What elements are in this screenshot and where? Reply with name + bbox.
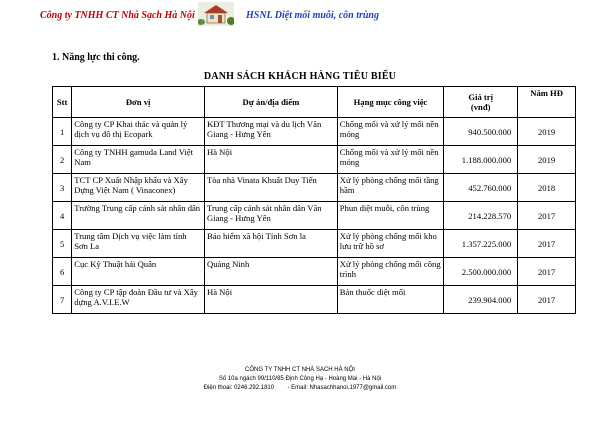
cell-hang-muc: Xử lý phòng chống mối kho lưu trữ hồ sơ	[337, 230, 443, 258]
cell-stt: 5	[53, 230, 72, 258]
cell-du-an: Quảng Ninh	[205, 258, 338, 286]
header-company-name: Công ty TNHH CT Nhà Sạch Hà Nội	[40, 10, 195, 21]
header-nam-hd: Năm HĐ	[518, 87, 576, 118]
cell-hang-muc: Chống mối và xử lý mối nền móng	[337, 146, 443, 174]
cell-nam-hd: 2017	[518, 286, 576, 314]
table-title: DANH SÁCH KHÁCH HÀNG TIÊU BIỂU	[203, 71, 397, 82]
cell-du-an: KĐT Thương mại và du lịch Văn Giang - Hưng Yên	[205, 118, 338, 146]
header-don-vi: Đơn vị	[72, 87, 205, 118]
header-slogan: HSNL Diệt mối muỗi, côn trùng	[246, 10, 379, 21]
page-header	[0, 0, 600, 30]
cell-hang-muc: Xử lý phòng chống mối công trình	[337, 258, 443, 286]
cell-don-vi: Công ty CP Khai thác và quản lý dịch vụ đô thị Ecopark	[72, 118, 205, 146]
cell-stt: 4	[53, 202, 72, 230]
cell-nam-hd: 2019	[518, 146, 576, 174]
cell-du-an: Trung cấp cảnh sát nhân dân Văn Giang - Hưng Yên	[205, 202, 338, 230]
table-row	[53, 174, 576, 202]
table-row	[53, 146, 576, 174]
cell-nam-hd: 2017	[518, 230, 576, 258]
cell-du-an: Bảo hiểm xã hội Tỉnh Sơn la	[205, 230, 338, 258]
cell-nam-hd: 2017	[518, 258, 576, 286]
table-header-row	[53, 87, 576, 118]
page-footer	[0, 366, 600, 393]
cell-nam-hd: 2017	[518, 202, 576, 230]
cell-du-an: Hà Nội	[205, 146, 338, 174]
table-row	[53, 230, 576, 258]
footer-contact: Điện thoại: 0246.292.1810 - Email: Nhasachhanoi.1977@gmail.com	[203, 385, 397, 391]
footer-address: Số 10a ngách 99/110/85 Định Công Hạ - Hoàng Mai - Hà Nội	[218, 376, 382, 382]
header-du-an: Dự án/địa điểm	[205, 87, 338, 118]
cell-gia-tri: 1.357.225.000	[444, 230, 518, 258]
header-gia-tri: Giá trị (vnđ)	[444, 87, 518, 118]
cell-don-vi: Công ty CP tập đoàn Đầu tư và Xây dựng A.V.I.E.W	[72, 286, 205, 314]
cell-don-vi: TCT CP Xuất Nhập khẩu và Xây Dựng Việt Nam ( Vinaconex)	[72, 174, 205, 202]
cell-gia-tri: 452.760.000	[444, 174, 518, 202]
cell-stt: 1	[53, 118, 72, 146]
header-hang-muc: Hạng mục công việc	[337, 87, 443, 118]
footer-company: CÔNG TY TNHH CT NHÀ SẠCH HÀ NỘI	[245, 367, 355, 373]
table-row	[53, 258, 576, 286]
cell-stt: 3	[53, 174, 72, 202]
cell-stt: 2	[53, 146, 72, 174]
customer-table	[52, 86, 576, 314]
cell-hang-muc: Xử lý phòng chống mối tầng hầm	[337, 174, 443, 202]
table-row	[53, 286, 576, 314]
cell-don-vi: Trường Trung cấp cảnh sát nhân dân	[72, 202, 205, 230]
cell-don-vi: Cục Kỹ Thuật hải Quân	[72, 258, 205, 286]
cell-nam-hd: 2019	[518, 118, 576, 146]
cell-gia-tri: 239.904.000	[444, 286, 518, 314]
cell-hang-muc: Chống mối và xử lý mối nền móng	[337, 118, 443, 146]
cell-gia-tri: 214.228.570	[444, 202, 518, 230]
table-row	[53, 118, 576, 146]
cell-don-vi: Trung tâm Dịch vụ việc làm tỉnh Sơn La	[72, 230, 205, 258]
cell-stt: 7	[53, 286, 72, 314]
cell-hang-muc: Bán thuốc diệt mối	[337, 286, 443, 314]
cell-du-an: Tòa nhà Vinata Khuất Duy Tiến	[205, 174, 338, 202]
section-heading: 1. Năng lực thi công.	[52, 52, 140, 63]
cell-stt: 6	[53, 258, 72, 286]
cell-nam-hd: 2018	[518, 174, 576, 202]
house-logo-icon	[198, 2, 234, 26]
cell-gia-tri: 940.500.000	[444, 118, 518, 146]
cell-du-an: Hà Nội	[205, 286, 338, 314]
table-row	[53, 202, 576, 230]
header-stt: Stt	[53, 87, 72, 118]
cell-gia-tri: 2.500.000.000	[444, 258, 518, 286]
cell-don-vi: Công ty TNHH gamuda Land Việt Nam	[72, 146, 205, 174]
cell-hang-muc: Phun diệt muỗi, côn trùng	[337, 202, 443, 230]
cell-gia-tri: 1.188.000.000	[444, 146, 518, 174]
